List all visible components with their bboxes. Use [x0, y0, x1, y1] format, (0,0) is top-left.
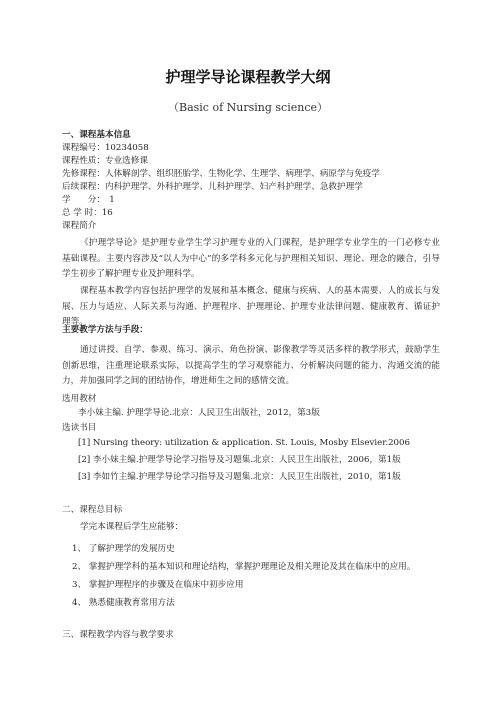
goal-item: 3、 掌握护理程序的步骤及在临床中初步应用 — [72, 580, 244, 590]
course-nature: 课程性质：专业选修课 — [62, 156, 148, 166]
goal-item: 4、 熟悉健康教育常用方法 — [72, 598, 175, 608]
reference-item: [3] 李如竹主编.护理学导论学习指导及习题集.北京：人民卫生出版社，2010，第1版 — [78, 472, 401, 482]
course-code: 课程编号：10234058 — [62, 143, 149, 153]
textbook-heading: 选用教材 — [62, 394, 97, 404]
textbook-entry: 李小妹主编. 护理学导论.北京：人民卫生出版社，2012，第3版 — [78, 408, 320, 418]
reference-item: [2] 李小妹主编.护理学导论学习指导及习题集.北京：人民卫生出版社，2006，第1版 — [78, 455, 401, 465]
section-heading-goals: 二、课程总目标 — [62, 505, 123, 515]
page-subtitle: （Basic of Nursing science） — [168, 101, 328, 114]
intro-paragraph-1: 《护理学导论》是护理专业学生学习护理专业的入门课程，是护理学专业学生的一门必修专业基础课程。主要内容涉及“以人为中心”的多学科多元化与护理相关知识、理论、理念的融合，引导学生初步了解护理专业及护理科学。 — [62, 238, 440, 279]
intro-paragraph-2: 课程基本教学内容包括护理学的发展和基本概念、健康与疾病、人的基本需要、人的成长与发展、压力与适应、人际关系与沟通、护理程序、护理理论、护理专业法律问题、健康教育、循证护理等。 — [62, 286, 440, 327]
goal-item: 1、 了解护理学的发展历史 — [72, 544, 175, 554]
page-title: 护理学导论课程教学大纲 — [165, 68, 331, 86]
goal-item: 2、 掌握护理学科的基本知识和理论结构，掌握护理理论及相关理论及其在临床中的应用。 — [72, 562, 416, 572]
section-heading-content: 三、课程教学内容与教学要求 — [62, 630, 174, 640]
references-heading: 选读书目 — [62, 423, 97, 433]
section-heading-basic-info: 一、课程基本信息 — [62, 130, 131, 140]
intro-heading: 课程简介 — [62, 221, 97, 231]
follow-up-courses: 后续课程：内科护理学、外科护理学、儿科护理学、妇产科护理学、急救护理学 — [62, 182, 363, 192]
prerequisite-courses: 先修课程：人体解剖学、组织胚胎学、生物化学、生理学、病理学、病原学与免疫学 — [62, 169, 380, 179]
course-hours: 总 学 时：16 — [62, 208, 113, 218]
reference-item: [1] Nursing theory: utilization & application. St. Louis, Mosby Elsevier.2006 — [78, 438, 410, 448]
methods-paragraph: 通过讲授、自学、参观、练习、演示、角色扮演、影像教学等灵活多样的教学形式，鼓励学生创新思维，注重理论联系实际，以提高学生的学习观察能力、分析解决问题的能力、沟通交流的能力，并加强同学之间的团结协作，增进师生之间的感情交流。 — [62, 345, 440, 386]
course-credits: 学 分： 1 — [62, 195, 115, 205]
goals-lead: 学完本课程后学生应能够： — [80, 522, 184, 532]
methods-heading: 主要教学方法与手段： — [62, 325, 148, 335]
